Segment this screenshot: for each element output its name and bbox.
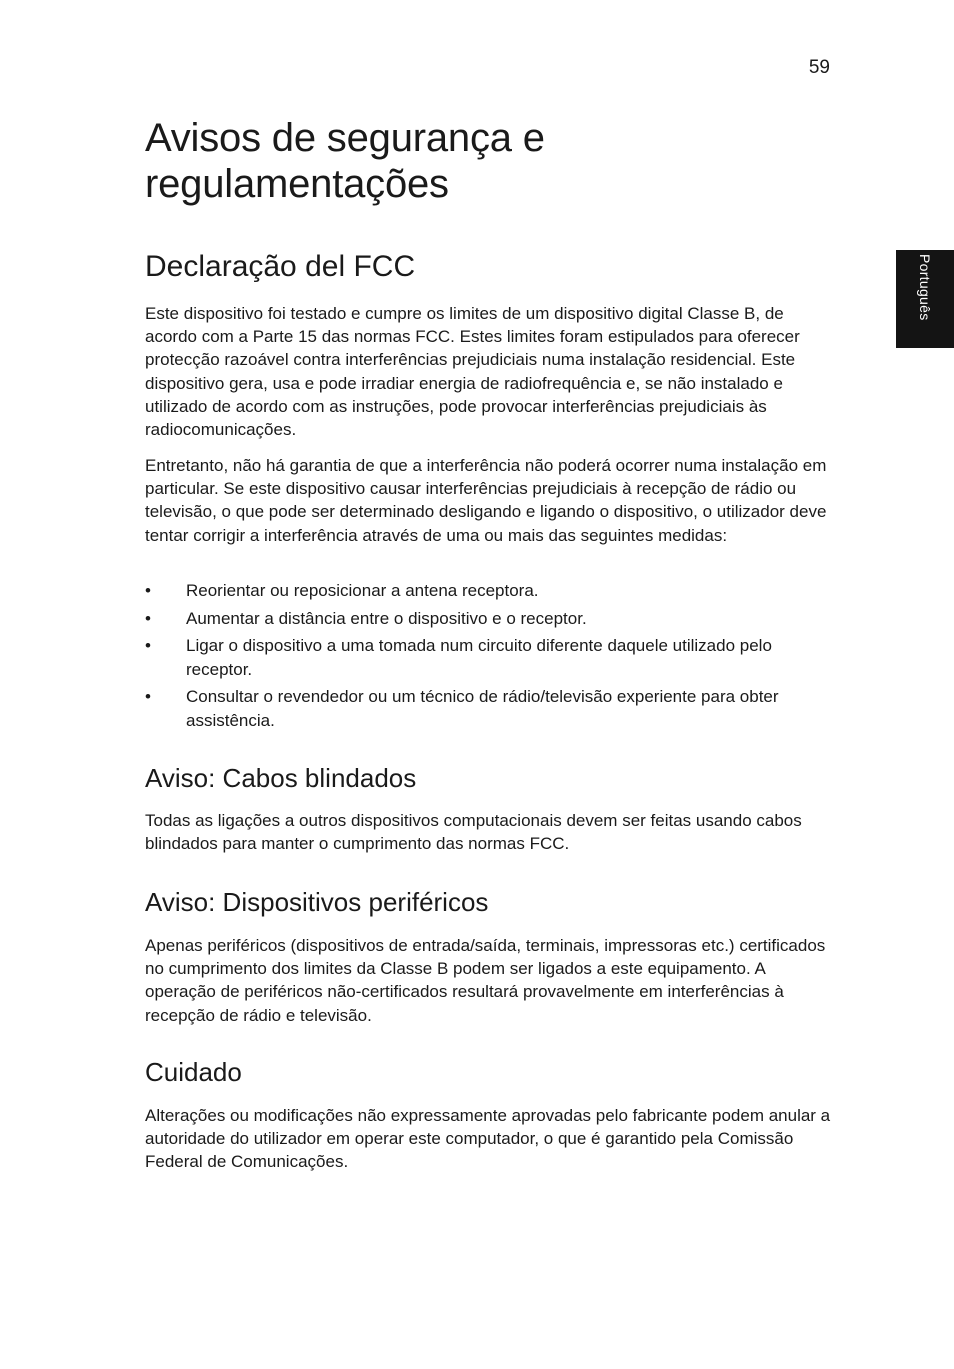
list-item-text: Ligar o dispositivo a uma tomada num circuito diferente daquele utilizado pelo receptor. (186, 636, 772, 679)
caution-heading: Cuidado (145, 1057, 242, 1087)
cables-paragraph: Todas as ligações a outros dispositivos computacionais devem ser feitas usando cabos blindados para manter o cumprimento das normas FCC. (145, 811, 802, 854)
list-item (145, 634, 835, 680)
list-item (145, 607, 835, 630)
bullet-marker: • (145, 608, 151, 628)
list-item-text: Aumentar a distância entre o dispositivo e o receptor. (186, 608, 587, 628)
language-side-tab (896, 250, 954, 348)
fcc-paragraph-2: Entretanto, não há garantia de que a interferência não poderá ocorrer numa instalação em particular. Se este dispositivo causar interferências prejudiciais à recepção de rádio ou televisão, o que pode ser determinado desligando e ligando o dispositivo, o utilizador deve tentar corrigir a interferência através de uma ou mais das seguintes medidas: (145, 456, 827, 545)
fcc-paragraph-1: Este dispositivo foi testado e cumpre os limites de um dispositivo digital Classe B, de acordo com a Parte 15 das normas FCC. Estes limites foram estipulados para oferecer protecção razoável contra interferências prejudiciais numa instalação residencial. Este dispositivo gera, usa e pode irradiar energia de radiofrequência e, se não instalado e utilizado de acordo com as instruções, pode provocar interferências prejudiciais às radiocomunicações. (145, 304, 800, 440)
list-item (145, 579, 835, 602)
list-item (145, 685, 835, 731)
page-number: 59 (808, 57, 830, 78)
list-item-text: Reorientar ou reposicionar a antena receptora. (186, 581, 539, 600)
caution-paragraph: Alterações ou modificações não expressamente aprovadas pelo fabricante podem anular a autoridade do utilizador em operar este computador, o que é garantido pela Comissão Federal de Comunicações. (145, 1106, 831, 1172)
language-side-tab-label: Português (917, 254, 933, 321)
fcc-heading: Declaração del FCC (145, 250, 416, 283)
peripherals-paragraph: Apenas periféricos (dispositivos de entrada/saída, terminais, impressoras etc.) certificados no cumprimento dos limites da Classe B podem ser ligados a este equipamento. A operação de periféricos não-certificados resultará provavelmente em interferências à recepção de rádio e televisão. (145, 936, 826, 1025)
peripherals-heading: Aviso: Dispositivos periféricos (145, 887, 489, 917)
bullet-marker: • (145, 581, 151, 600)
cables-heading: Aviso: Cabos blindados (145, 763, 417, 793)
bullet-marker: • (145, 636, 151, 656)
fcc-measures-list (145, 579, 835, 736)
bullet-marker: • (145, 687, 151, 707)
list-item-text: Consultar o revendedor ou um técnico de rádio/televisão experiente para obter assistência. (186, 687, 779, 730)
page-title: Avisos de segurança e regulamentações (145, 116, 545, 206)
